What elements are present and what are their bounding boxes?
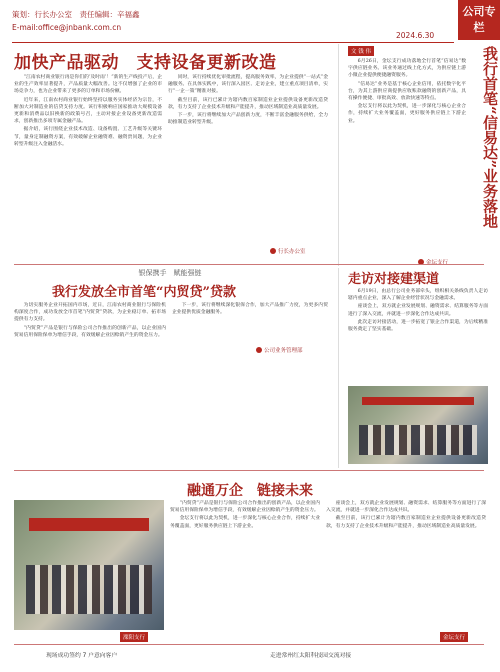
paragraph: “江南农村商业银行再是你们的‘及时雨’！”新的生产线投产后，企业的生产效率显著提升，产品质量大幅改善。这不仅增强了企业的市场竞争力，也为企业带来了更多的订单和市场份额。 [14, 75, 162, 95]
left-tag: 溧阳支行 [120, 632, 148, 642]
paragraph: 同时，该行持续优化审批流程，提高服务效率，为企业提供“一站式”金融服务。在具体实践中，该行深入园区、走访企业，建立重点项目清单，实行“一企一策”精准对接。 [168, 75, 328, 95]
paragraph: 金坛支行将以此为契机，进一步深化与核心企业合作，持续扩大业务覆盖面，更好服务供应链上下游企业。 [348, 104, 466, 124]
paragraph: “内贸贷”产品是银行与保险公司合作推出的创新产品，以企业国内贸易信用保险保单为增信手段，有效缓解企业因赊销产生的资金压力。 [170, 501, 320, 514]
top-rule [12, 42, 454, 43]
side-article-body [348, 58, 466, 254]
main-article-col1 [14, 74, 162, 260]
middle-byline [256, 346, 303, 354]
section-divider [14, 264, 484, 265]
paragraph: 6月26日，金坛支行成功落地全行首笔“信易达”数字供应链业务。该业务通过线上化方式，为供应链上游小微企业提供便捷融资服务。 [348, 59, 466, 79]
paragraph: “信易达”业务是基于核心企业信用，依托数字化平台，为其上游供应商提供应收账款融资的创新产品，具有操作便捷、审批高效、放款快速等特点。 [348, 81, 466, 102]
middle-kicker: 银保携手 赋能强链 [138, 269, 202, 277]
column-divider [338, 44, 339, 266]
visit-article-body [348, 288, 488, 380]
byline-text: 金坛支行 [426, 260, 449, 266]
main-article-col2 [168, 74, 328, 240]
photo-people [26, 565, 152, 614]
bullet-icon [270, 248, 276, 254]
side-author-label: 文 钱 伟 [348, 46, 374, 56]
bottom-middle-text [170, 500, 320, 628]
middle-headline: 我行发放全市首笔“内贸贷”贷款 [52, 285, 236, 300]
paragraph: “内贸贷”产品是银行与保险公司合作推出的创新产品，以企业国内贸易信用保险保单为增信手段，有效缓解企业因赊销产生的资金压力。 [14, 325, 166, 338]
left-photo-label: 现场成功签约 7 户意向客户 [46, 653, 118, 659]
bullet-icon [256, 347, 262, 353]
paragraph: 6月19日，由总行公司业务部牵头，组织相关条线负责人走访辖内重点企业，深入了解企业经营状况与金融需求。 [348, 289, 488, 302]
section-tag: 公司专栏 [458, 0, 500, 40]
main-headline: 加快产品驱动 支持设备更新改造 [14, 53, 277, 73]
right-photo-label: 走进常州红太阳科技园交流对接 [270, 653, 352, 659]
issue-date: 2024.6.30 [396, 31, 435, 40]
bottom-right-text [326, 500, 486, 628]
paragraph: 座谈会上，双方就企业发展规划、融资需求、结算服务等方面进行了深入交流，并就进一步深化合作达成共识。 [348, 304, 488, 317]
meeting-photo [348, 386, 488, 464]
paragraph: 此次走访对接活动，进一步拓宽了银企合作渠道，为后续精准服务奠定了坚实基础。 [348, 319, 488, 333]
paragraph: 座谈会上，双方就企业发展规划、融资需求、结算服务等方面进行了深入交流，并就进一步深化合作达成共识。 [326, 501, 486, 514]
middle-article-col2 [172, 302, 328, 444]
right-tag: 金坛支行 [440, 632, 468, 642]
paragraph: 截至目前，该行已累计为辖内数百家制造业企业提供设备更新改造贷款，有力支持了企业技术升级和产能提升，推动区域制造业高质量发展。 [326, 516, 486, 529]
planner-line: 策划：行长办公室 责任编辑：辛福鑫 [12, 10, 140, 19]
visit-headline: 走访对接建渠道 [348, 272, 440, 287]
paragraph: 下一步，该行将继续深化银保合作，加大产品推广力度，为更多内贸企业提供优质金融服务。 [172, 303, 328, 316]
photo-banner [362, 397, 474, 405]
column-divider [338, 268, 339, 468]
section-divider [14, 470, 484, 471]
paragraph: 下一步，该行将继续加大产品创新力度，不断丰富金融服务供给，全力助推制造业转型升级。 [168, 113, 328, 126]
paragraph: 截至目前，该行已累计为辖内数百家制造业企业提供设备更新改造贷款，有力支持了企业技术升级和产能提升，推动区域制造业高质量发展。 [168, 97, 328, 110]
photo-banner [29, 518, 149, 531]
bottom-left-photo [14, 500, 164, 630]
section-divider [14, 644, 484, 645]
paragraph: 为切实服务企业开拓国内市场，近日，江南农村商业银行与保险机构深度合作，成功发放全市首笔“内贸贷”贷款，为企业稳订单、拓市场提供有力支持。 [14, 303, 166, 323]
paragraph: 据介绍，该行围绕企业技术改造、设备购置、工艺升级等关键环节，量身定制融资方案，有效破解企业融资难、融资贵问题，为企业转型升级注入金融活水。 [14, 127, 162, 147]
byline-text: 公司业务管理部 [264, 348, 303, 354]
bottom-headline: 融通万企 链接未来 [187, 483, 313, 499]
side-headline: 我行首笔“信易达”业务落地 [481, 46, 499, 229]
paragraph: 金坛支行将以此为契机，进一步深化与核心企业合作，持续扩大业务覆盖面，更好服务供应链上下游企业。 [170, 516, 320, 529]
middle-article-col1 [14, 302, 166, 444]
paragraph: 近年来，江南农村商业银行始终坚持以服务实体经济为宗旨，不断加大对制造业的信贷支持力度。该行积极响应国家推动大规模设备更新和消费品以旧换新的政策号召，主动对接企业设备更新改造需求，创新推出多项专属金融产品。 [14, 97, 162, 125]
main-byline [270, 247, 306, 255]
email-line: E-mail:office@jnbank.com.cn [12, 23, 122, 32]
photo-people [359, 425, 477, 455]
header-meta [12, 8, 140, 34]
byline-text: 行长办公室 [278, 249, 306, 255]
